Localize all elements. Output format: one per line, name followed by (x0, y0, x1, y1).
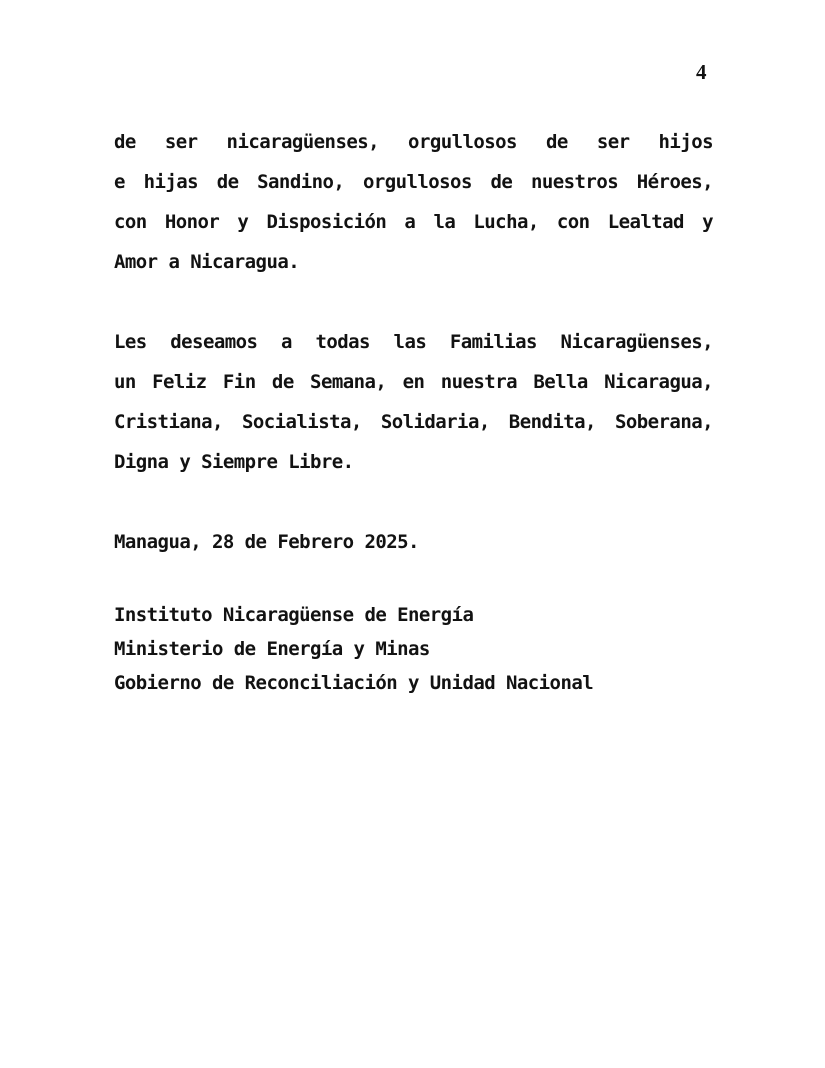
paragraph-2-line-3: Cristiana, Socialista, Solidaria, Bendita, Soberana, (114, 411, 713, 433)
page-number: 4 (696, 60, 707, 84)
paragraph-1-line-2: e hijas de Sandino, orgullosos de nuestros Héroes, (114, 171, 713, 193)
paragraph-1-line-3: con Honor y Disposición a la Lucha, con Lealtad y (114, 211, 713, 233)
paragraph-1-line-4: Amor a Nicaragua. (114, 251, 300, 273)
paragraph-2 (114, 322, 713, 482)
document-body (114, 122, 713, 700)
paragraph-1-line-1: de ser nicaragüenses, orgullosos de ser hijos (114, 131, 713, 153)
dateline: Managua, 28 de Febrero 2025. (114, 531, 419, 553)
paragraph-2-line-4: Digna y Siempre Libre. (114, 451, 354, 473)
signature-block (114, 598, 713, 700)
paragraph-1 (114, 122, 713, 282)
signature-line-government: Gobierno de Reconciliación y Unidad Nacional (114, 672, 594, 694)
paragraph-2-line-2: un Feliz Fin de Semana, en nuestra Bella Nicaragua, (114, 371, 713, 393)
paragraph-2-line-1: Les deseamos a todas las Familias Nicaragüenses, (114, 331, 713, 353)
signature-line-ministry: Ministerio de Energía y Minas (114, 638, 430, 660)
signature-line-institute: Instituto Nicaragüense de Energía (114, 604, 474, 626)
